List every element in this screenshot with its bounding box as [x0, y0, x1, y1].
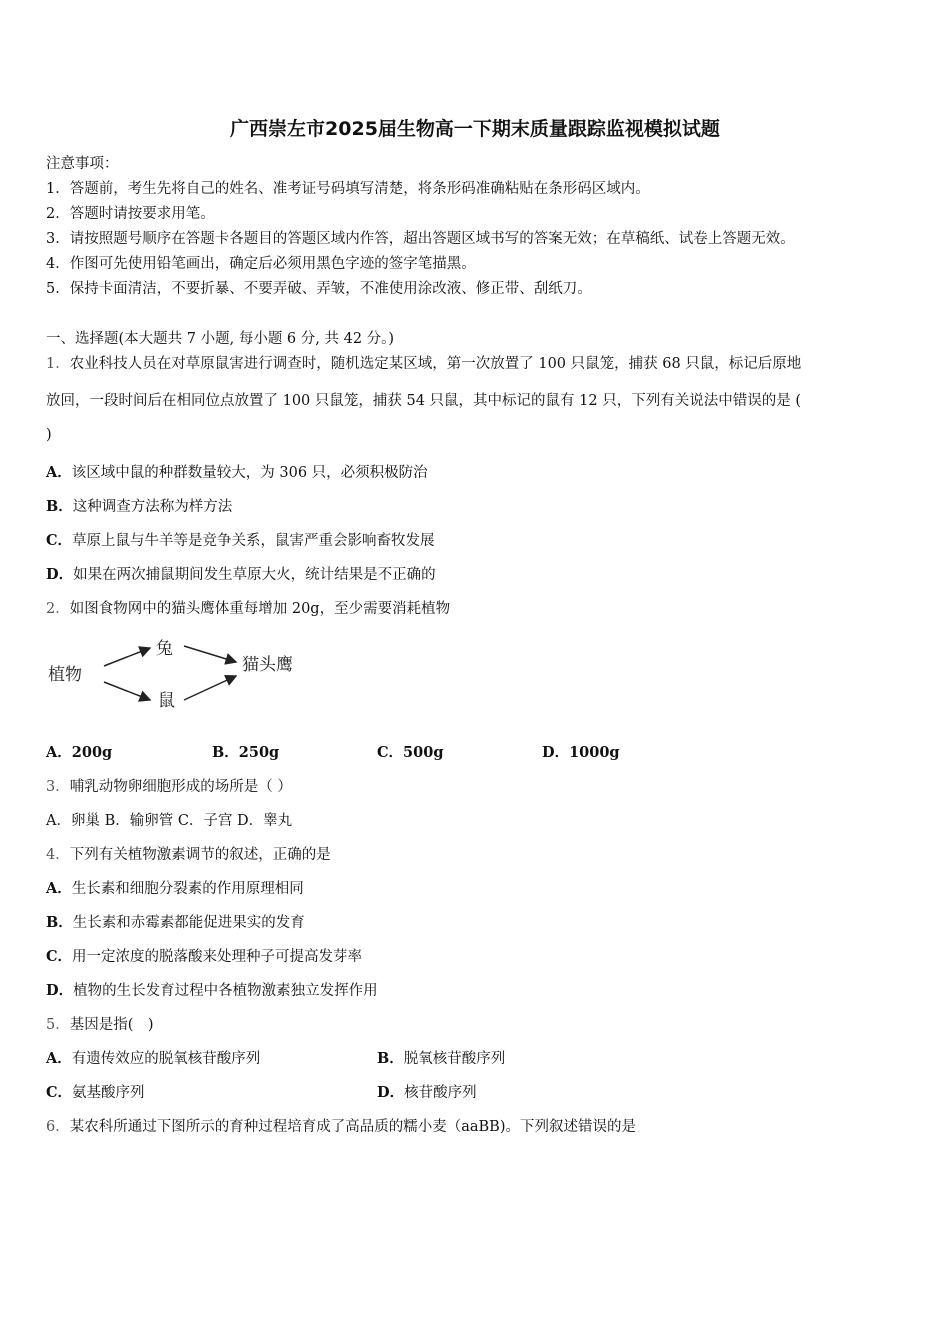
option-d[interactable]: [542, 741, 620, 762]
food-web-diagram: [46, 632, 316, 714]
question-text: 某农科所通过下图所示的育种过程培育成了高品质的糯小麦（aaBB)。下列叙述错误的是: [69, 1119, 636, 1135]
option-letter: A．: [46, 744, 72, 761]
option-c[interactable]: [377, 741, 443, 762]
option-text: 生长素和赤霉素都能促进果实的发育: [72, 915, 305, 931]
option-letter: D．: [377, 1084, 405, 1101]
option-text: 250g: [238, 744, 280, 761]
notice-item: 2．答题时请按要求用笔。: [46, 206, 215, 222]
question-4: [46, 843, 331, 864]
question-2: [46, 597, 450, 618]
question-1-cont: ): [46, 427, 52, 443]
option-text: 草原上鼠与牛羊等是竞争关系，鼠害严重会影响畜牧发展: [72, 533, 435, 549]
option-text: 核苷酸序列: [404, 1085, 477, 1101]
notice-item: 3．请按照题号顺序在答题卡各题目的答题区域内作答，超出答题区域书写的答案无效；在草稿纸、试卷上答题无效。: [46, 231, 795, 247]
notice-item: 1．答题前，考生先将自己的姓名、准考证号码填写清楚，将条形码准确粘贴在条形码区域内。: [46, 181, 650, 197]
option-text: 有遗传效应的脱氧核苷酸序列: [71, 1051, 261, 1067]
option-letter: A．: [46, 880, 72, 897]
option-letter: D．: [46, 566, 74, 583]
option-text: 如果在两次捕鼠期间发生草原大火，统计结果是不正确的: [73, 567, 436, 583]
option-text: 500g: [403, 744, 444, 761]
option-letter: C．: [46, 948, 73, 965]
option-b[interactable]: [212, 741, 279, 762]
arrow-mouse-owl: [184, 676, 236, 700]
node-owl: 猫头鹰: [242, 655, 293, 675]
question-text: 基因是指( ): [69, 1017, 154, 1033]
option-text: 脱氧核苷酸序列: [403, 1051, 506, 1067]
option-letter: A．: [46, 1050, 72, 1067]
node-rabbit: 兔: [156, 639, 173, 659]
option-text: 植物的生长发育过程中各植物激素独立发挥作用: [73, 983, 378, 999]
question-text: 如图食物网中的猫头鹰体重每增加 20g，至少需要消耗植物: [69, 601, 451, 617]
notice-item: 5．保持卡面清洁，不要折暴、不要弄破、弄皱，不准使用涂改液、修正带、刮纸刀。: [46, 281, 592, 297]
arrow-plant-mouse: [104, 682, 150, 700]
question-1: [46, 352, 801, 373]
question-number: 4．: [46, 847, 70, 863]
option-c[interactable]: [46, 529, 435, 550]
option-text: 用一定浓度的脱落酸来处理种子可提高发芽率: [72, 949, 363, 965]
option-d[interactable]: [46, 563, 436, 584]
option-letter: B．: [46, 914, 73, 931]
question-5: [46, 1013, 154, 1034]
option-d[interactable]: [377, 1081, 477, 1102]
question-6: [46, 1115, 636, 1136]
option-letter: B．: [377, 1050, 404, 1067]
question-number: 3．: [46, 779, 70, 795]
option-a[interactable]: [46, 461, 428, 482]
question-number: 6．: [46, 1119, 70, 1135]
option-text: 生长素和细胞分裂素的作用原理相同: [71, 881, 304, 897]
option-text: 这种调查方法称为样方法: [72, 499, 233, 515]
option-letter: D．: [542, 744, 570, 761]
question-3: [46, 775, 292, 796]
question-number: 5．: [46, 1017, 70, 1033]
option-b[interactable]: [46, 911, 305, 932]
option-letter: A．: [46, 464, 72, 481]
option-letter: B．: [212, 744, 239, 761]
question-text: 哺乳动物卵细胞形成的场所是（ ）: [69, 779, 292, 795]
question-1-cont: 放回，一段时间后在相同位点放置了 100 只鼠笼，捕获 54 只鼠，其中标记的鼠有 12 只，下列有关说法中错误的是 (: [46, 393, 801, 409]
page-title: 广西崇左市2025届生物高一下期末质量跟踪监视模拟试题: [230, 118, 720, 140]
arrow-plant-rabbit: [104, 648, 150, 666]
option-b[interactable]: [377, 1047, 505, 1068]
question-text: 农业科技人员在对草原鼠害进行调查时，随机选定某区域，第一次放置了 100 只鼠笼，捕获 68 只鼠，标记后原地: [69, 356, 802, 372]
option-letter: B．: [46, 498, 73, 515]
question-text: 下列有关植物激素调节的叙述，正确的是: [69, 847, 331, 863]
option-text: 氨基酸序列: [72, 1085, 145, 1101]
option-text: 该区域中鼠的种群数量较大，为 306 只，必须积极防治: [71, 465, 428, 481]
option-d[interactable]: [46, 979, 378, 1000]
option-b[interactable]: [46, 495, 232, 516]
option-letter: C．: [46, 532, 73, 549]
notice-item: 4．作图可先使用铅笔画出，确定后必须用黑色字迹的签字笔描黑。: [46, 256, 476, 272]
section-heading: 一、选择题(本大题共 7 小题, 每小题 6 分, 共 42 分。): [46, 331, 395, 347]
option-text: 200g: [71, 744, 113, 761]
food-web-svg: [46, 632, 316, 714]
question-number: 2．: [46, 601, 70, 617]
arrow-rabbit-owl: [184, 646, 236, 662]
options-row[interactable]: A．卵巢 B．输卵管 C．子宫 D．睾丸: [46, 813, 293, 829]
option-letter: C．: [46, 1084, 73, 1101]
notice-heading: 注意事项：: [46, 156, 119, 172]
option-c[interactable]: [46, 1081, 145, 1102]
option-text: 1000g: [569, 744, 620, 761]
option-letter: C．: [377, 744, 404, 761]
node-plant: 植物: [48, 665, 82, 685]
option-c[interactable]: [46, 945, 362, 966]
option-a[interactable]: [46, 877, 304, 898]
question-number: 1．: [46, 356, 70, 372]
option-a[interactable]: [46, 1047, 260, 1068]
option-letter: D．: [46, 982, 74, 999]
node-mouse: 鼠: [158, 691, 175, 711]
option-a[interactable]: [46, 741, 112, 762]
